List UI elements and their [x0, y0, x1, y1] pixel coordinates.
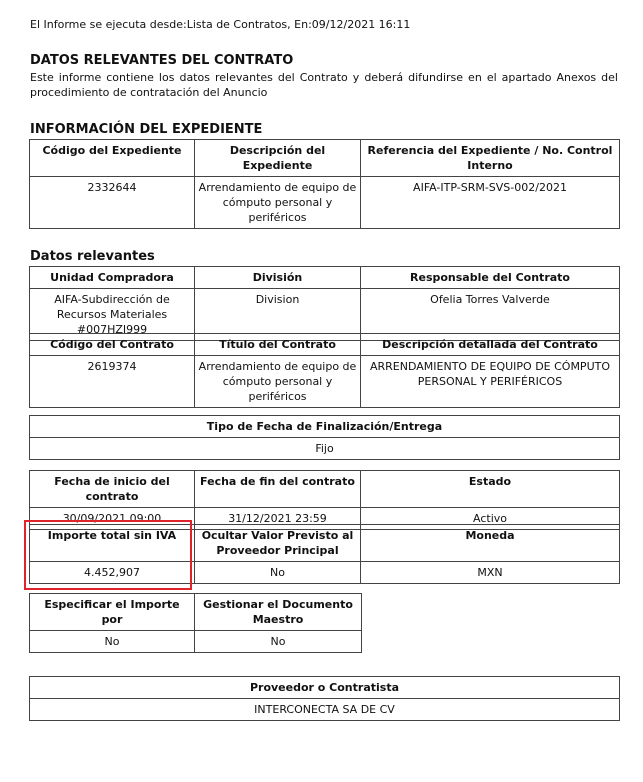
table-row [30, 356, 620, 408]
header-fecha-fin: Fecha de fin del contrato [195, 471, 361, 508]
expediente-section-title: INFORMACIÓN DEL EXPEDIENTE [30, 122, 263, 137]
report-description: Este informe contiene los datos relevantes del Contrato y deberá difundirse en el apartado Anexos del procedimiento de contratación del Anuncio [30, 71, 618, 99]
value-importe-total: 4.452,907 [30, 562, 195, 584]
value-especificar-importe: No [30, 631, 195, 653]
table-header-row [30, 334, 620, 356]
proveedor-table [29, 676, 620, 721]
value-responsable: Ofelia Torres Valverde [361, 289, 620, 341]
page-title: DATOS RELEVANTES DEL CONTRATO [30, 53, 294, 68]
tipo-fecha-table [29, 415, 620, 460]
value-unidad-compradora: AIFA-Subdirección de Recursos Materiales #007HZI999 [30, 289, 195, 341]
value-referencia-expediente: AIFA-ITP-SRM-SVS-002/2021 [361, 177, 620, 229]
value-estado: Activo [361, 508, 620, 530]
report-run-info: El Informe se ejecuta desde:Lista de Contratos, En:09/12/2021 16:11 [30, 18, 411, 31]
table-header-row [30, 140, 620, 177]
value-fecha-inicio: 30/09/2021 09:00 [30, 508, 195, 530]
value-proveedor: INTERCONECTA SA DE CV [30, 699, 620, 721]
table-header-row [30, 471, 620, 508]
header-moneda: Moneda [361, 525, 620, 562]
especificar-table [29, 593, 362, 653]
importe-highlight-box [24, 520, 192, 590]
header-titulo-contrato: Título del Contrato [195, 334, 361, 356]
header-fecha-inicio: Fecha de inicio del contrato [30, 471, 195, 508]
header-descripcion-contrato: Descripción detallada del Contrato [361, 334, 620, 356]
header-proveedor: Proveedor o Contratista [30, 677, 620, 699]
header-codigo-expediente: Código del Expediente [30, 140, 195, 177]
value-division: Division [195, 289, 361, 341]
header-especificar-importe: Especificar el Importe por [30, 594, 195, 631]
header-ocultar-valor: Ocultar Valor Previsto al Proveedor Principal [195, 525, 361, 562]
table-header-row [30, 594, 362, 631]
header-tipo-fecha: Tipo de Fecha de Finalización/Entrega [30, 416, 620, 438]
header-codigo-contrato: Código del Contrato [30, 334, 195, 356]
value-tipo-fecha: Fijo [30, 438, 620, 460]
header-division: División [195, 267, 361, 289]
table-header-row [30, 267, 620, 289]
value-titulo-contrato: Arrendamiento de equipo de cómputo personal y periféricos [195, 356, 361, 408]
header-importe-total: Importe total sin IVA [30, 525, 195, 562]
table-row [30, 631, 362, 653]
header-descripcion-expediente: Descripción del Expediente [195, 140, 361, 177]
datos-section-title: Datos relevantes [30, 249, 155, 264]
contrato-table [29, 333, 620, 408]
table-row [30, 438, 620, 460]
value-moneda: MXN [361, 562, 620, 584]
table-header-row [30, 677, 620, 699]
table-header-row [30, 416, 620, 438]
value-descripcion-expediente: Arrendamiento de equipo de cómputo personal y periféricos [195, 177, 361, 229]
header-estado: Estado [361, 471, 620, 508]
table-row [30, 177, 620, 229]
table-row [30, 699, 620, 721]
value-fecha-fin: 31/12/2021 23:59 [195, 508, 361, 530]
header-referencia-expediente: Referencia del Expediente / No. Control Interno [361, 140, 620, 177]
expediente-table [29, 139, 620, 229]
value-ocultar-valor: No [195, 562, 361, 584]
header-gestionar-documento: Gestionar el Documento Maestro [195, 594, 362, 631]
value-codigo-contrato: 2619374 [30, 356, 195, 408]
header-unidad-compradora: Unidad Compradora [30, 267, 195, 289]
value-codigo-expediente: 2332644 [30, 177, 195, 229]
value-gestionar-documento: No [195, 631, 362, 653]
unidad-table [29, 266, 620, 341]
header-responsable: Responsable del Contrato [361, 267, 620, 289]
value-descripcion-contrato: ARRENDAMIENTO DE EQUIPO DE CÓMPUTO PERSONAL Y PERIFÉRICOS [361, 356, 620, 408]
